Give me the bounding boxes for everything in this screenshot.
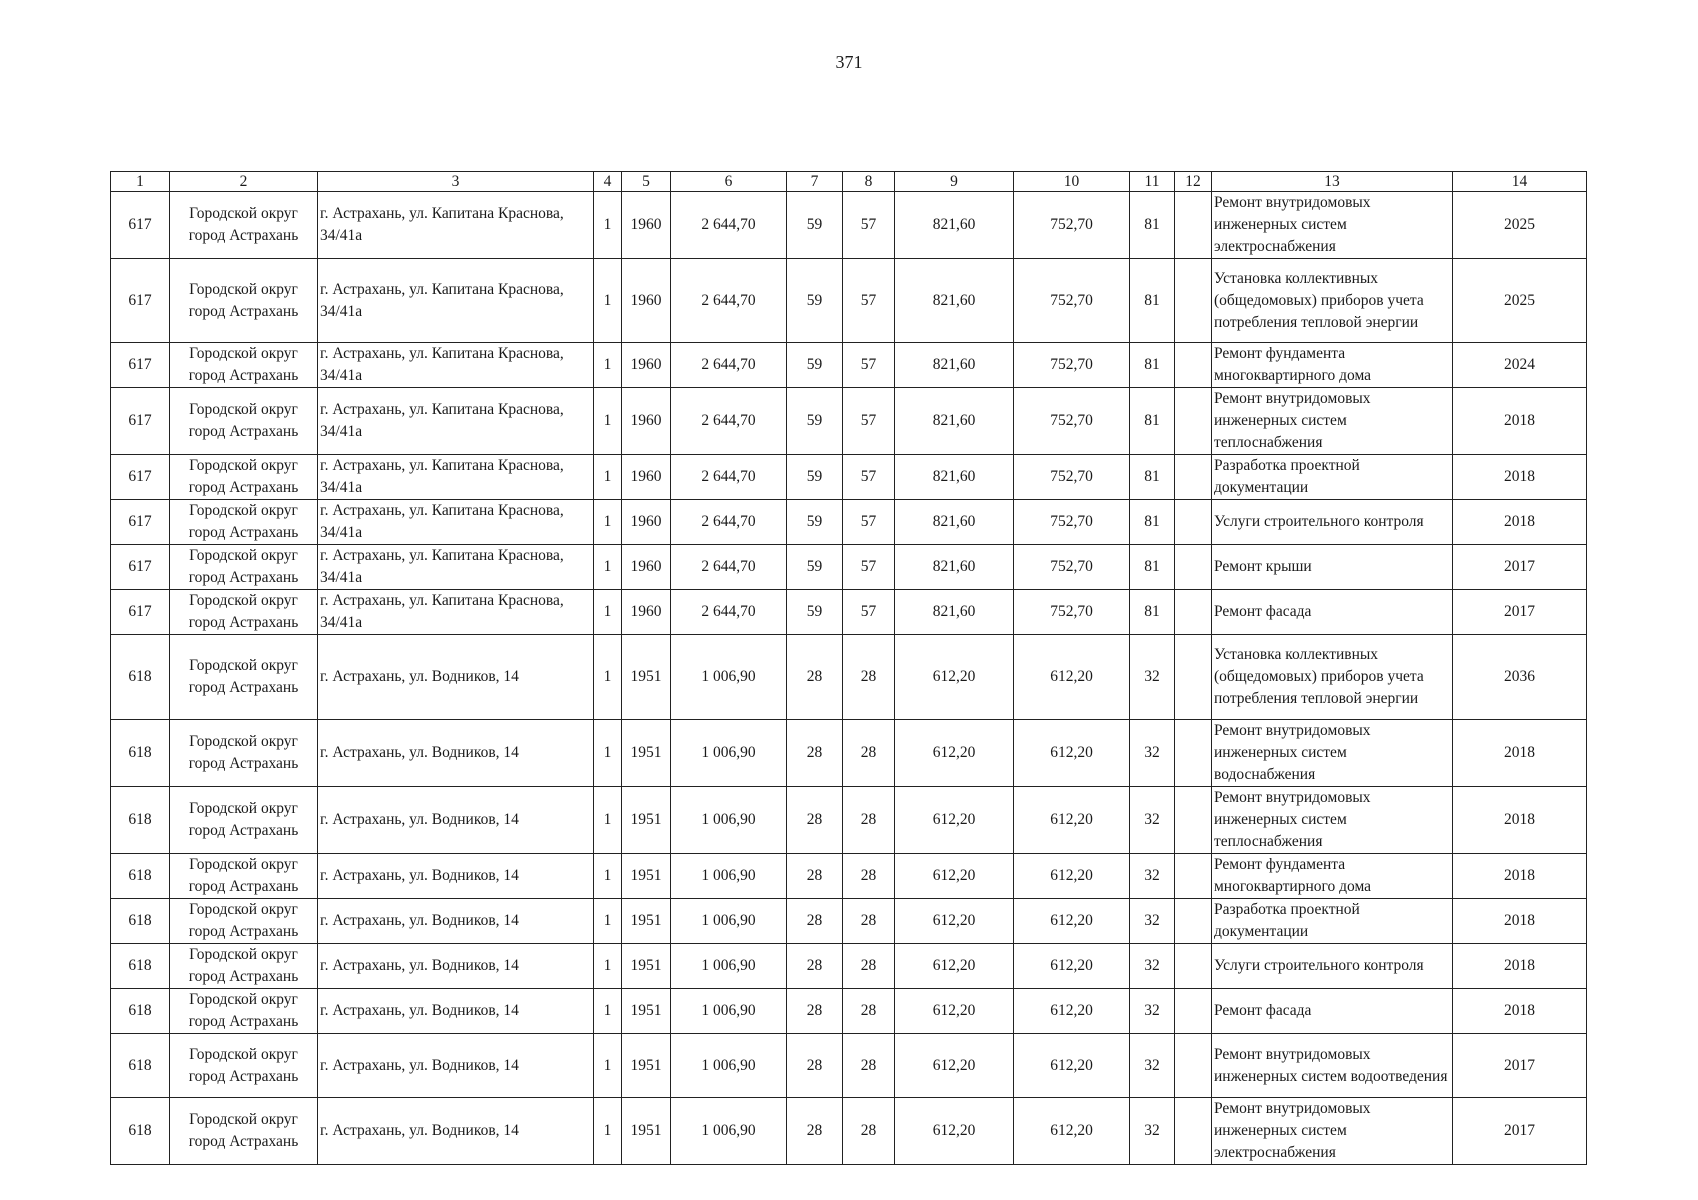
work-type-cell: Ремонт внутридомовых инженерных систем водоснабжения	[1212, 720, 1453, 787]
total-area-cell: 1 006,90	[671, 1034, 787, 1098]
column-8-cell: 57	[843, 388, 895, 455]
column-9-area-cell: 612,20	[895, 635, 1014, 720]
municipality-cell: Городской округ город Астрахань	[170, 259, 318, 343]
column-4-cell: 1	[594, 989, 622, 1034]
column-4-cell: 1	[594, 545, 622, 590]
planned-year-cell: 2018	[1453, 854, 1587, 899]
table-row	[111, 1034, 1587, 1098]
table-row	[111, 854, 1587, 899]
column-8-cell: 57	[843, 545, 895, 590]
column-11-cell: 32	[1130, 989, 1175, 1034]
table-row	[111, 545, 1587, 590]
column-7-cell: 28	[787, 944, 843, 989]
municipality-cell: Городской округ город Астрахань	[170, 455, 318, 500]
total-area-cell: 2 644,70	[671, 343, 787, 388]
column-10-area-cell: 612,20	[1014, 635, 1130, 720]
planned-year-cell: 2018	[1453, 989, 1587, 1034]
column-9-area-cell: 821,60	[895, 343, 1014, 388]
table-row	[111, 388, 1587, 455]
year-built-cell: 1960	[622, 192, 671, 259]
column-11-cell: 81	[1130, 590, 1175, 635]
column-8-cell: 57	[843, 455, 895, 500]
housing-repair-table	[110, 171, 1587, 1165]
column-8-cell: 28	[843, 944, 895, 989]
column-10-area-cell: 612,20	[1014, 787, 1130, 854]
address-cell: г. Астрахань, ул. Водников, 14	[318, 635, 594, 720]
column-header-5: 5	[622, 172, 671, 192]
column-7-cell: 28	[787, 899, 843, 944]
total-area-cell: 1 006,90	[671, 944, 787, 989]
column-10-area-cell: 612,20	[1014, 720, 1130, 787]
work-type-cell: Ремонт внутридомовых инженерных систем водоотведения	[1212, 1034, 1453, 1098]
column-8-cell: 57	[843, 259, 895, 343]
column-11-cell: 32	[1130, 1034, 1175, 1098]
row-number-cell: 617	[111, 343, 170, 388]
column-10-area-cell: 752,70	[1014, 259, 1130, 343]
column-8-cell: 28	[843, 899, 895, 944]
column-12-cell	[1175, 1098, 1212, 1165]
column-9-area-cell: 612,20	[895, 1034, 1014, 1098]
municipality-cell: Городской округ город Астрахань	[170, 944, 318, 989]
column-10-area-cell: 612,20	[1014, 854, 1130, 899]
address-cell: г. Астрахань, ул. Капитана Краснова, 34/41а	[318, 192, 594, 259]
planned-year-cell: 2018	[1453, 944, 1587, 989]
column-11-cell: 32	[1130, 1098, 1175, 1165]
work-type-cell: Разработка проектной документации	[1212, 899, 1453, 944]
address-cell: г. Астрахань, ул. Водников, 14	[318, 1098, 594, 1165]
column-7-cell: 59	[787, 500, 843, 545]
total-area-cell: 1 006,90	[671, 1098, 787, 1165]
municipality-cell: Городской округ город Астрахань	[170, 854, 318, 899]
table-row	[111, 1098, 1587, 1165]
column-7-cell: 28	[787, 989, 843, 1034]
row-number-cell: 618	[111, 989, 170, 1034]
column-7-cell: 28	[787, 854, 843, 899]
municipality-cell: Городской округ город Астрахань	[170, 388, 318, 455]
planned-year-cell: 2025	[1453, 192, 1587, 259]
column-11-cell: 81	[1130, 545, 1175, 590]
column-7-cell: 59	[787, 343, 843, 388]
column-header-11: 11	[1130, 172, 1175, 192]
table-row	[111, 944, 1587, 989]
column-4-cell: 1	[594, 787, 622, 854]
table-row	[111, 590, 1587, 635]
column-12-cell	[1175, 545, 1212, 590]
planned-year-cell: 2018	[1453, 720, 1587, 787]
column-7-cell: 28	[787, 1034, 843, 1098]
column-header-10: 10	[1014, 172, 1130, 192]
total-area-cell: 2 644,70	[671, 259, 787, 343]
total-area-cell: 2 644,70	[671, 455, 787, 500]
municipality-cell: Городской округ город Астрахань	[170, 899, 318, 944]
column-10-area-cell: 752,70	[1014, 343, 1130, 388]
row-number-cell: 617	[111, 545, 170, 590]
address-cell: г. Астрахань, ул. Водников, 14	[318, 787, 594, 854]
table-row	[111, 720, 1587, 787]
column-8-cell: 28	[843, 1098, 895, 1165]
year-built-cell: 1951	[622, 635, 671, 720]
total-area-cell: 2 644,70	[671, 590, 787, 635]
column-header-1: 1	[111, 172, 170, 192]
planned-year-cell: 2017	[1453, 545, 1587, 590]
column-8-cell: 28	[843, 787, 895, 854]
work-type-cell: Ремонт внутридомовых инженерных систем электроснабжения	[1212, 192, 1453, 259]
column-11-cell: 81	[1130, 192, 1175, 259]
page-number: 371	[835, 52, 863, 72]
column-8-cell: 28	[843, 635, 895, 720]
total-area-cell: 1 006,90	[671, 899, 787, 944]
row-number-cell: 617	[111, 192, 170, 259]
year-built-cell: 1951	[622, 720, 671, 787]
address-cell: г. Астрахань, ул. Капитана Краснова, 34/41а	[318, 590, 594, 635]
planned-year-cell: 2017	[1453, 590, 1587, 635]
year-built-cell: 1951	[622, 899, 671, 944]
address-cell: г. Астрахань, ул. Водников, 14	[318, 1034, 594, 1098]
row-number-cell: 617	[111, 500, 170, 545]
year-built-cell: 1960	[622, 590, 671, 635]
work-type-cell: Ремонт фундамента многоквартирного дома	[1212, 343, 1453, 388]
column-11-cell: 81	[1130, 455, 1175, 500]
row-number-cell: 618	[111, 787, 170, 854]
column-4-cell: 1	[594, 192, 622, 259]
municipality-cell: Городской округ город Астрахань	[170, 1098, 318, 1165]
column-7-cell: 59	[787, 545, 843, 590]
total-area-cell: 1 006,90	[671, 635, 787, 720]
work-type-cell: Разработка проектной документации	[1212, 455, 1453, 500]
year-built-cell: 1960	[622, 343, 671, 388]
column-7-cell: 28	[787, 787, 843, 854]
column-11-cell: 81	[1130, 343, 1175, 388]
column-4-cell: 1	[594, 259, 622, 343]
work-type-cell: Ремонт фасада	[1212, 590, 1453, 635]
municipality-cell: Городской округ город Астрахань	[170, 545, 318, 590]
work-type-cell: Ремонт внутридомовых инженерных систем теплоснабжения	[1212, 388, 1453, 455]
total-area-cell: 2 644,70	[671, 192, 787, 259]
table-row	[111, 192, 1587, 259]
year-built-cell: 1951	[622, 1034, 671, 1098]
column-4-cell: 1	[594, 720, 622, 787]
column-4-cell: 1	[594, 343, 622, 388]
column-9-area-cell: 821,60	[895, 259, 1014, 343]
column-7-cell: 59	[787, 388, 843, 455]
year-built-cell: 1960	[622, 455, 671, 500]
planned-year-cell: 2018	[1453, 500, 1587, 545]
column-9-area-cell: 612,20	[895, 899, 1014, 944]
work-type-cell: Установка коллективных (общедомовых) приборов учета потребления тепловой энергии	[1212, 635, 1453, 720]
municipality-cell: Городской округ город Астрахань	[170, 1034, 318, 1098]
column-12-cell	[1175, 259, 1212, 343]
planned-year-cell: 2017	[1453, 1098, 1587, 1165]
table-row	[111, 259, 1587, 343]
total-area-cell: 2 644,70	[671, 545, 787, 590]
municipality-cell: Городской округ город Астрахань	[170, 635, 318, 720]
column-header-9: 9	[895, 172, 1014, 192]
planned-year-cell: 2018	[1453, 899, 1587, 944]
year-built-cell: 1960	[622, 388, 671, 455]
column-header-3: 3	[318, 172, 594, 192]
column-header-7: 7	[787, 172, 843, 192]
column-header-12: 12	[1175, 172, 1212, 192]
planned-year-cell: 2018	[1453, 388, 1587, 455]
column-4-cell: 1	[594, 854, 622, 899]
address-cell: г. Астрахань, ул. Капитана Краснова, 34/41а	[318, 259, 594, 343]
year-built-cell: 1951	[622, 1098, 671, 1165]
column-12-cell	[1175, 854, 1212, 899]
column-9-area-cell: 612,20	[895, 720, 1014, 787]
row-number-cell: 618	[111, 944, 170, 989]
year-built-cell: 1960	[622, 259, 671, 343]
column-12-cell	[1175, 720, 1212, 787]
table-row	[111, 787, 1587, 854]
column-header-6: 6	[671, 172, 787, 192]
column-9-area-cell: 821,60	[895, 388, 1014, 455]
municipality-cell: Городской округ город Астрахань	[170, 720, 318, 787]
column-4-cell: 1	[594, 500, 622, 545]
municipality-cell: Городской округ город Астрахань	[170, 192, 318, 259]
column-9-area-cell: 821,60	[895, 590, 1014, 635]
column-header-2: 2	[170, 172, 318, 192]
address-cell: г. Астрахань, ул. Водников, 14	[318, 720, 594, 787]
column-header-14: 14	[1453, 172, 1587, 192]
column-10-area-cell: 612,20	[1014, 989, 1130, 1034]
column-12-cell	[1175, 192, 1212, 259]
municipality-cell: Городской округ город Астрахань	[170, 787, 318, 854]
column-7-cell: 28	[787, 720, 843, 787]
column-9-area-cell: 612,20	[895, 854, 1014, 899]
column-4-cell: 1	[594, 1098, 622, 1165]
total-area-cell: 1 006,90	[671, 854, 787, 899]
total-area-cell: 1 006,90	[671, 787, 787, 854]
column-8-cell: 28	[843, 854, 895, 899]
column-4-cell: 1	[594, 899, 622, 944]
column-8-cell: 57	[843, 343, 895, 388]
planned-year-cell: 2036	[1453, 635, 1587, 720]
year-built-cell: 1951	[622, 989, 671, 1034]
year-built-cell: 1960	[622, 500, 671, 545]
column-7-cell: 59	[787, 590, 843, 635]
column-12-cell	[1175, 944, 1212, 989]
planned-year-cell: 2025	[1453, 259, 1587, 343]
column-11-cell: 32	[1130, 854, 1175, 899]
table-row	[111, 899, 1587, 944]
column-7-cell: 59	[787, 259, 843, 343]
column-9-area-cell: 821,60	[895, 500, 1014, 545]
column-10-area-cell: 752,70	[1014, 455, 1130, 500]
column-8-cell: 28	[843, 1034, 895, 1098]
column-9-area-cell: 612,20	[895, 944, 1014, 989]
row-number-cell: 617	[111, 590, 170, 635]
column-7-cell: 59	[787, 455, 843, 500]
column-7-cell: 59	[787, 192, 843, 259]
table-row	[111, 455, 1587, 500]
address-cell: г. Астрахань, ул. Водников, 14	[318, 989, 594, 1034]
total-area-cell: 2 644,70	[671, 388, 787, 455]
planned-year-cell: 2018	[1453, 455, 1587, 500]
column-9-area-cell: 612,20	[895, 989, 1014, 1034]
column-7-cell: 28	[787, 635, 843, 720]
column-11-cell: 81	[1130, 500, 1175, 545]
column-4-cell: 1	[594, 635, 622, 720]
address-cell: г. Астрахань, ул. Капитана Краснова, 34/41а	[318, 545, 594, 590]
address-cell: г. Астрахань, ул. Капитана Краснова, 34/41а	[318, 455, 594, 500]
municipality-cell: Городской округ город Астрахань	[170, 500, 318, 545]
address-cell: г. Астрахань, ул. Водников, 14	[318, 854, 594, 899]
column-12-cell	[1175, 1034, 1212, 1098]
address-cell: г. Астрахань, ул. Водников, 14	[318, 944, 594, 989]
column-9-area-cell: 821,60	[895, 545, 1014, 590]
column-4-cell: 1	[594, 455, 622, 500]
row-number-cell: 618	[111, 854, 170, 899]
table-row	[111, 635, 1587, 720]
column-10-area-cell: 612,20	[1014, 944, 1130, 989]
work-type-cell: Ремонт крыши	[1212, 545, 1453, 590]
column-12-cell	[1175, 500, 1212, 545]
row-number-cell: 617	[111, 388, 170, 455]
column-8-cell: 28	[843, 989, 895, 1034]
column-8-cell: 57	[843, 590, 895, 635]
column-4-cell: 1	[594, 388, 622, 455]
address-cell: г. Астрахань, ул. Капитана Краснова, 34/41а	[318, 500, 594, 545]
column-4-cell: 1	[594, 944, 622, 989]
column-8-cell: 57	[843, 500, 895, 545]
column-11-cell: 32	[1130, 720, 1175, 787]
work-type-cell: Установка коллективных (общедомовых) приборов учета потребления тепловой энергии	[1212, 259, 1453, 343]
column-11-cell: 32	[1130, 787, 1175, 854]
table-row	[111, 989, 1587, 1034]
total-area-cell: 1 006,90	[671, 989, 787, 1034]
planned-year-cell: 2017	[1453, 1034, 1587, 1098]
row-number-cell: 618	[111, 1098, 170, 1165]
year-built-cell: 1951	[622, 944, 671, 989]
work-type-cell: Ремонт фундамента многоквартирного дома	[1212, 854, 1453, 899]
total-area-cell: 2 644,70	[671, 500, 787, 545]
table-row	[111, 343, 1587, 388]
row-number-cell: 618	[111, 720, 170, 787]
column-10-area-cell: 752,70	[1014, 590, 1130, 635]
total-area-cell: 1 006,90	[671, 720, 787, 787]
row-number-cell: 617	[111, 455, 170, 500]
municipality-cell: Городской округ город Астрахань	[170, 590, 318, 635]
year-built-cell: 1951	[622, 787, 671, 854]
column-header-13: 13	[1212, 172, 1453, 192]
column-11-cell: 81	[1130, 259, 1175, 343]
year-built-cell: 1951	[622, 854, 671, 899]
column-10-area-cell: 752,70	[1014, 388, 1130, 455]
row-number-cell: 617	[111, 259, 170, 343]
row-number-cell: 618	[111, 1034, 170, 1098]
column-10-area-cell: 752,70	[1014, 500, 1130, 545]
work-type-cell: Услуги строительного контроля	[1212, 500, 1453, 545]
municipality-cell: Городской округ город Астрахань	[170, 343, 318, 388]
column-header-8: 8	[843, 172, 895, 192]
address-cell: г. Астрахань, ул. Водников, 14	[318, 899, 594, 944]
work-type-cell: Ремонт фасада	[1212, 989, 1453, 1034]
column-12-cell	[1175, 455, 1212, 500]
column-10-area-cell: 612,20	[1014, 1034, 1130, 1098]
address-cell: г. Астрахань, ул. Капитана Краснова, 34/41а	[318, 343, 594, 388]
column-10-area-cell: 752,70	[1014, 192, 1130, 259]
column-11-cell: 81	[1130, 388, 1175, 455]
column-4-cell: 1	[594, 1034, 622, 1098]
column-12-cell	[1175, 787, 1212, 854]
column-8-cell: 28	[843, 720, 895, 787]
column-12-cell	[1175, 635, 1212, 720]
column-12-cell	[1175, 590, 1212, 635]
table-row	[111, 500, 1587, 545]
column-12-cell	[1175, 388, 1212, 455]
municipality-cell: Городской округ город Астрахань	[170, 989, 318, 1034]
address-cell: г. Астрахань, ул. Капитана Краснова, 34/41а	[318, 388, 594, 455]
column-8-cell: 57	[843, 192, 895, 259]
column-9-area-cell: 612,20	[895, 1098, 1014, 1165]
year-built-cell: 1960	[622, 545, 671, 590]
work-type-cell: Ремонт внутридомовых инженерных систем электроснабжения	[1212, 1098, 1453, 1165]
column-9-area-cell: 821,60	[895, 455, 1014, 500]
column-11-cell: 32	[1130, 944, 1175, 989]
column-header-4: 4	[594, 172, 622, 192]
planned-year-cell: 2018	[1453, 787, 1587, 854]
column-10-area-cell: 612,20	[1014, 1098, 1130, 1165]
column-9-area-cell: 821,60	[895, 192, 1014, 259]
column-12-cell	[1175, 343, 1212, 388]
column-9-area-cell: 612,20	[895, 787, 1014, 854]
column-10-area-cell: 752,70	[1014, 545, 1130, 590]
column-10-area-cell: 612,20	[1014, 899, 1130, 944]
column-11-cell: 32	[1130, 899, 1175, 944]
row-number-cell: 618	[111, 899, 170, 944]
column-12-cell	[1175, 989, 1212, 1034]
column-11-cell: 32	[1130, 635, 1175, 720]
row-number-cell: 618	[111, 635, 170, 720]
column-7-cell: 28	[787, 1098, 843, 1165]
table-body	[111, 192, 1587, 1165]
column-4-cell: 1	[594, 590, 622, 635]
planned-year-cell: 2024	[1453, 343, 1587, 388]
work-type-cell: Услуги строительного контроля	[1212, 944, 1453, 989]
column-number-header-row	[111, 172, 1587, 192]
column-12-cell	[1175, 899, 1212, 944]
work-type-cell: Ремонт внутридомовых инженерных систем теплоснабжения	[1212, 787, 1453, 854]
